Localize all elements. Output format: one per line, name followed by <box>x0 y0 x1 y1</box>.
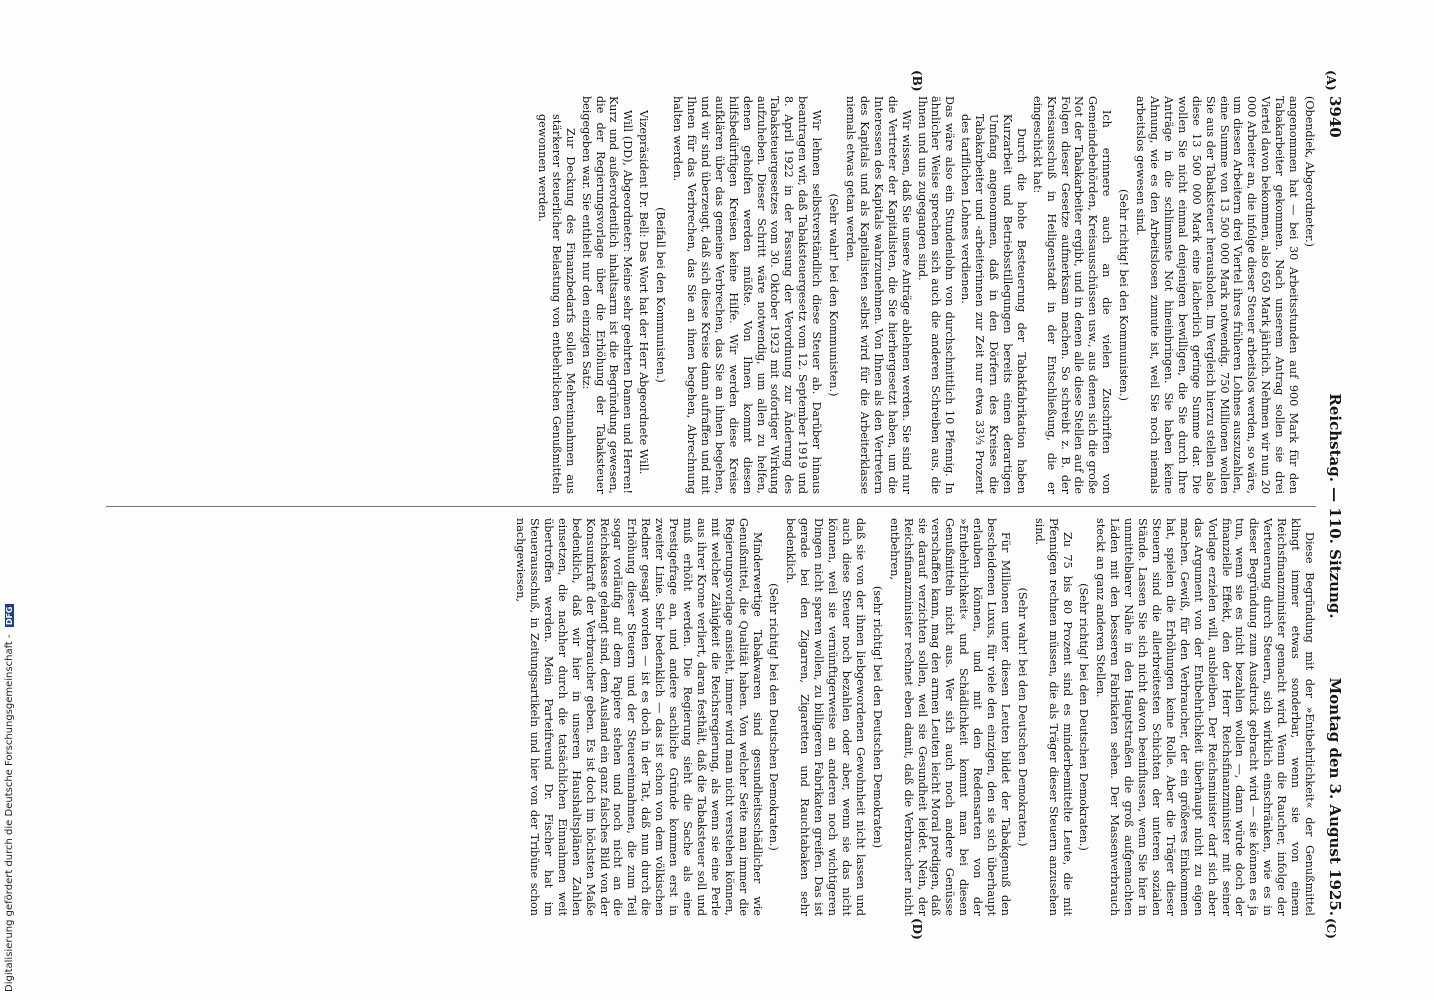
margin-marker-c: (C) <box>1324 918 1338 939</box>
paragraph: Das wäre also ein Stundenlohn von durchschnittlich 10 Pfennig. In ähnlicher Weise sprechen sich auch die anderen Schreiben aus, die Ihnen und uns zugegangen sind. <box>915 96 957 494</box>
page-number: 3940 <box>1326 96 1344 138</box>
speaker-line: (Obendiek, Abgeordneter.) <box>1303 96 1316 248</box>
footer-text: Digitalisierung gefördert durch die Deutsche Forschungsgemeinschaft - <box>4 634 15 992</box>
interjection: (Beifall bei den Kommunisten.) <box>654 207 668 383</box>
paragraph: Ich erinnere auch an die vielen Zuschriften von Gemeindebehörden, Kreisausschüssen usw., aus denen sich die große Not der Tabakarbeiter ergibt, und in denen alle diese Stellen auf die Folgen dieser Gesetze aufmerksam machen. So schreibt z. B. der Kreisausschuß in Heiligenstadt in der Entschließung, die er eingeschickt hat: <box>1030 96 1114 494</box>
paragraph: daß sie von der ihnen liebgewordenen Gewohnheit nicht lassen und auch diese Steuer noch bezahlen oder aber, wenn sie das nicht können, weil sie vernünftigerweise an anderen noch wichtigeren Dingen nicht sparen wollen, zu billigeren Fabrikaten greifen. Das ist gerade bei den Zigarren, Zigaretten und Rauchtabaken sehr bedenklich. <box>784 518 867 916</box>
interjection: (Sehr richtig! bei den Deutschen Demokraten.) <box>767 583 781 851</box>
margin-marker-b: (B) <box>910 70 924 92</box>
paragraph: angenommen hat — bei 30 Arbeitsstunden auf 900 Mark für den Tabakarbeiter gekommen. Nach unserem Antrag sollen sie drei Viertel davon bekommen, also 650 Mark jährlich. Nehmen wir nun 20 000 Arbeiter an, die infolge dieser Steuer arbeitslos werden, so wäre, um diesen Arbeitern drei Viertel ihres früheren Lohnes auszuzahlen, eine Summe von 13 500 000 Mark notwendig. 750 Millionen wollen Sie aus der Tabaksteuer herausholen. Im Vergleich hierzu stellen also diese 13 500 000 Mark eine lächerlich geringe Summe dar. Die wollen Sie nicht einmal denjenigen bewilligen, die Sie durch Ihre Anträge in die schlimmste Not hineinbringen. Sie haben keine Ahnung, wie es den Arbeitslosen zumute ist, weil Sie noch niemals arbeitslos gewesen sind. <box>1134 96 1301 494</box>
speaker-paragraph: Will (DD), Abgeordneter: Meine sehr geehrten Damen und Herren! Kurz und außerordentlich inhaltsarm ist die Begründung gewesen, die der Regierungsvorlage über die Erhöhung der Tabaksteuer beigegeben war. Sie enthielt nur den einzigen Satz: <box>579 96 635 494</box>
column-divider <box>106 506 1316 507</box>
paragraph: Wir wissen, daß Sie unsere Anträge ablehnen werden. Sie sind nur die Vertreter der Kapitalisten, die Sie hierhergesetzt haben, um die Interessen des Kapitals wahrzunehmen. Von Ihnen als den Vertretern des Kapitals und als Kapitalisten selbst wird für die Arbeiterklasse niemals etwas getan werden. <box>844 96 913 494</box>
page-header <box>1322 96 1344 916</box>
margin-marker-d: (D) <box>910 918 924 940</box>
digitization-footer <box>4 92 16 992</box>
dfg-logo: DFG <box>5 606 14 626</box>
interjection: (sehr richtig! bei den Deutschen Demokraten) <box>870 585 884 849</box>
quotation: Durch die hohe Besteuerung der Tabakfabrikation haben Kurzarbeit und Betriebsstillegungen bereits einen derartigen Umfang angenommen, daß in den Dörfern des Kreises die Tabakarbeiter und -arbeiterinnen zur Zeit nur etwa 33⅓ Prozent des tariflichen Lohnes verdienen. <box>959 114 1028 494</box>
paragraph: Für Millionen unter diesen Leuten bildet der Tabakgenuß den bescheidenen Luxus, für viele den einzigen, den sie sich überhaupt erlauben können, und mit den Redensarten von der »Entbehrlichkeit« und Schädlichkeit kommt man bei diesen Genußmitteln nicht aus. Wer sich auch noch andere Genüsse verschaffen kann, mag den armen Leuten leicht Moral predigen, daß sie darauf verzichten sollen, weil sie Gesundheit leidet. Nein, der Reichsfinanzminister rechnet eben damit, daß die Verbraucher nicht entbehren, <box>887 518 1012 916</box>
left-column <box>533 96 1316 494</box>
paragraph: Diese Begründung mit der »Entbehrlichkeit« der Genußmittel klingt immer etwas sonderbar, wenn sie von einem Reichsfinanzminister gemacht wird. Wenn die Raucher, infolge der Verteuerung durch Steuern, sich wirklich einschränken, wie es in dieser Begründung zum Ausdruck gebracht wird — sie können es ja tun, wenn sie es nicht bezahlen wollen —, dann würde doch der finanzielle Effekt, den der Herr Reichsfinanzminister mit seiner Vorlage erzielen will, ausbleiben. Der Reichsminister darf sich aber das Argument von der Entbehrlichkeit überhaupt nicht zu eigen machen. Gewiß, für den Verbraucher, der ein größeres Einkommen hat, spielen die Erhöhungen keine Rolle. Aber die Träger dieser Steuern sind die allerbreitesten Schichten der unteren sozialen Stände. Lassen Sie sich nicht davon beeinflussen, wenn Sie hier in unmittelbarer Nähe in den Hauptstraßen die groß aufgemachten Läden mit den besseren Fabrikaten sehen. Der Massenverbrauch steckt an ganz anderen Stellen. <box>1094 518 1316 916</box>
margin-marker-a: (A) <box>1324 70 1338 91</box>
running-title: Reichstag. — 110. Sitzung. <box>1326 393 1344 619</box>
paragraph: Wir lehnen selbstverständlich diese Steuer ab. Darüber hinaus beantragen wir, daß Tabaksteuergesetz vom 12. September 1919 und 8. April 1922 in der Fassung der Verordnung zur Änderung des Tabaksteuergesetzes vom 30. Oktober 1923 mit sofortiger Wirkung aufzuheben. Dieser Schritt wäre notwendig, um allen zu helfen, denen geholfen werden müßte. Von Ihnen kommt diesen hilfsbedürftigen Kreisen keine Hilfe. Wir werden diese Kreise aufklären über das gemeine Verbrechen, das Sie an ihnen begehen, und wir sind überzeugt, daß sich diese Kreise dann aufraffen und mit Ihnen für das Verbrechen, das Sie an ihnen begehen, Abrechnung halten werden. <box>671 96 824 494</box>
right-column <box>511 518 1316 916</box>
paragraph: Zu 75 bis 80 Prozent sind es minderbemittelte Leute, die mit Pfennigen rechnen müssen, die als Träger dieser Steuern anzusehen sind. <box>1032 518 1074 916</box>
interjection: (Sehr richtig! bei den Kommunisten.) <box>1117 189 1131 401</box>
paragraph: Minderwertige Tabakwaren sind gesundheitsschädlicher wie Genußmittel, die Qualität haben. Von welcher Seite man immer die Regierungsvorlage ansieht, immer wird man nicht verstehen können, mit welcher Zähigkeit die Reichsregierung, als wenn sie eine Perle aus ihrer Krone verliert, daran festhält, daß die Tabaksteuer soll und muß erhöht werden. Die Regierung sieht die Sache als eine Prestigefrage an, und andere sachliche Gründe kommen erst in zweiter Linie. Sehr bedenklich — das ist schon von dem völkischen Redner gesagt worden — ist es doch in der Tat, daß nun durch die Erhöhung dieser Steuern und der Steuereinnahmen, die zum Teil sogar vorläufig auf dem Papiere stehen und noch nicht an die Reichskasse gelangt sind, dem Ausland ein ganz falsches Bild von der Konsumkraft der Verbraucher geben. Es ist doch im höchsten Maße bedenklich, daß wir hier in unseren Haushaltsplänen Zahlen einsetzen, die nachher durch die tatsächlichen Einnahmen weit übertroffen werden. Mein Parteifreund Dr. Fischer hat im Steuerausschuß, in Zeitungsartikeln und hier von der Tribüne schon nachgewiesen, <box>514 518 764 916</box>
speaker-paragraph: Vizepräsident Dr. Bell: Das Wort hat der Herr Abgeordnete Will. <box>637 110 651 475</box>
interjection: (Sehr richtig! bei den Deutschen Demokraten.) <box>1077 583 1091 851</box>
rotated-document-page <box>98 70 1344 940</box>
session-date: Montag den 3. August 1925. <box>1326 677 1344 916</box>
quotation: Zur Deckung des Finanzbedarfs sollen Mehreinnahmen aus stärkerer steuerlicher Belastung von entbehrlichen Genußmitteln gewonnen werden. <box>535 114 577 494</box>
interjection: (Sehr wahr! bei den Deutschen Demokraten.) <box>1015 587 1029 847</box>
interjection: (Sehr wahr! bei den Kommunisten.) <box>827 193 841 397</box>
